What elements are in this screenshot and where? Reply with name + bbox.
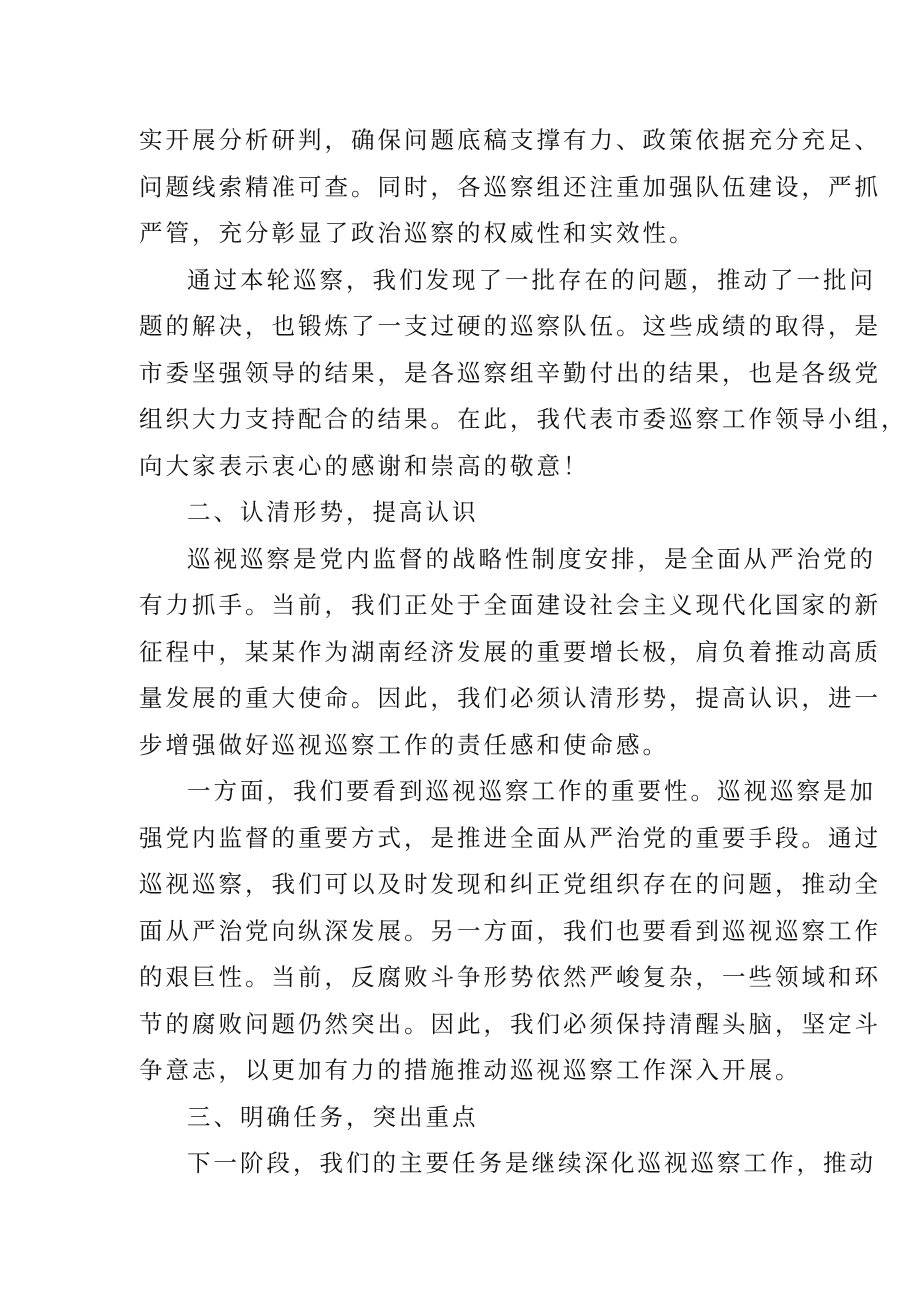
text-line: 组织大力支持配合的结果。在此，我代表市委巡察工作领导小组， (139, 405, 908, 433)
text-line: 实开展分析研判，确保问题底稿支撑有力、政策依据充分充足、 (139, 126, 881, 154)
text-line: 的艰巨性。当前，反腐败斗争形势依然严峻复杂，一些领域和环 (139, 963, 881, 991)
paragraph-start-line: 通过本轮巡察，我们发现了一批存在的问题，推动了一批问 (187, 265, 876, 294)
text-line: 巡视巡察，我们可以及时发现和纠正党组织存在的问题，推动全 (139, 870, 881, 898)
section-heading: 三、明确任务，突出重点 (187, 1102, 479, 1131)
text-line: 征程中，某某作为湖南经济发展的重要增长极，肩负着推动高质 (139, 637, 881, 666)
text-line: 步增强做好巡视巡察工作的责任感和使命感。 (139, 730, 669, 759)
text-line: 向大家表示衷心的感谢和崇高的敬意！ (139, 451, 590, 480)
section-heading: 二、认清形势，提高认识 (187, 498, 479, 526)
paragraph-start-line: 巡视巡察是党内监督的战略性制度安排，是全面从严治党的 (187, 544, 876, 573)
document-body (139, 117, 908, 1187)
text-line: 严管，充分彰显了政治巡察的权威性和实效性。 (139, 219, 696, 247)
text-line: 节的腐败问题仍然突出。因此，我们必须保持清醒头脑，坚定斗 (139, 1009, 881, 1038)
text-line: 有力抓手。当前，我们正处于全面建设社会主义现代化国家的新 (139, 591, 881, 619)
text-line: 面从严治党向纵深发展。另一方面，我们也要看到巡视巡察工作 (139, 916, 881, 945)
text-line: 市委坚强领导的结果，是各巡察组辛勤付出的结果，也是各级党 (139, 358, 881, 387)
paragraph-start-line: 下一阶段，我们的主要任务是继续深化巡视巡察工作，推动 (187, 1149, 876, 1177)
text-line: 量发展的重大使命。因此，我们必须认清形势，提高认识，进一 (139, 684, 881, 712)
text-line: 问题线索精准可查。同时，各巡察组还注重加强队伍建设，严抓 (139, 172, 881, 201)
paragraph-start-line: 一方面，我们要看到巡视巡察工作的重要性。巡视巡察是加 (187, 777, 876, 805)
text-line: 题的解决，也锻炼了一支过硬的巡察队伍。这些成绩的取得，是 (139, 312, 881, 340)
text-line: 争意志，以更加有力的措施推动巡视巡察工作深入开展。 (139, 1056, 802, 1084)
text-line: 强党内监督的重要方式，是推进全面从严治党的重要手段。通过 (139, 823, 881, 852)
